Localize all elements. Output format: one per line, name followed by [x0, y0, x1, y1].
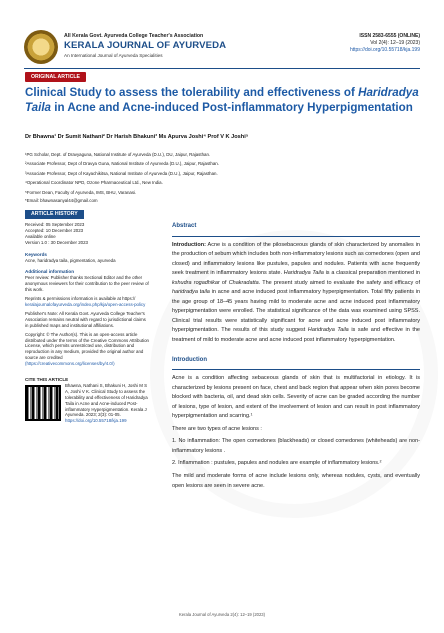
- journal-logo: [24, 30, 58, 64]
- author-list: Dr Bhawna¹ Dr Sumit Nathani² Dr Harish Bhakuni³ Ms Apurva Joshi⁴ Prof V K Joshi⁵: [25, 134, 249, 140]
- keywords-heading: Keywords: [25, 251, 47, 257]
- affiliation-4: ⁴Operational Coordinator NPD, Ozone Pharmaceutical Ltd., New India.: [25, 180, 163, 186]
- abstract-italic-5: Haridradya Taila: [307, 327, 349, 334]
- journal-name: KERALA JOURNAL OF AYURVEDA: [64, 40, 227, 51]
- doi-link[interactable]: https://doi.org/10.55718/kja.199: [349, 47, 420, 54]
- title-part-2: in Acne and Acne-induced Post-inflammatory Hyperpigmentation: [51, 100, 413, 114]
- abstract-italic-4: haridradya taila: [172, 289, 210, 296]
- intro-paragraph-3: The mild and moderate forms of acne include lesions only, whereas nodules, cysts, and eventually open lesions are seen in severe acne.: [172, 473, 420, 489]
- left-sidebar: [25, 210, 150, 424]
- abstract-text: [172, 241, 420, 346]
- intro-paragraph-1: Acne is a condition affecting sebaceous glands of skin that is multifactorial in etiology. It is characterized by lesions present on face, chest and back region that appear when skin pores become blocked with bacteria, oil, and dead skin cells. Severity of acne can be graded according the number of lesions, type of lesion, and extent of the involvement of lesion and can result in post inflammatory hyperpigmentation and scarring.¹: [172, 375, 420, 420]
- abstract-italic-3: Chakradatta: [228, 279, 259, 286]
- citation-text: Bhawna, Nathani S, Bhakuni H, Joshi M S A, Joshi V K. Clinical Study to assess the tolerability and effectiveness of Haridradya Taila in Acne and Acne-induced Post-inflammatory Hyperpigmentation. Kerala J Ayurveda. 2023; 2(3): 01-05.: [65, 382, 148, 418]
- abstract-heading: Abstract: [172, 223, 197, 229]
- cite-block: [25, 383, 150, 424]
- title-italic: Haridradya Taila: [25, 86, 419, 114]
- article-history-heading: ARTICLE HISTORY: [25, 210, 84, 219]
- affiliation-2: ²Associate Professor, Dept of Dravya Guna, National Institute of Ayurveda (D.U.), Jaipur, Rajasthan.: [25, 161, 219, 167]
- abstract-seg-3: of: [219, 279, 229, 286]
- lesion-type-2: 2. Inflammation : pustules, papules and nodules are example of inflammatory lesions.²: [172, 460, 382, 467]
- lesion-type-1: 1. No inflammation: The open comedones (blackheads) or closed comedones (whiteheads) are non- inflammatory lesions .: [172, 438, 420, 454]
- available-online: Available online: [25, 233, 56, 239]
- license-link[interactable]: (https://creativecommons.org/licenses/by/4.0/): [25, 361, 115, 367]
- qr-code-icon: [25, 385, 61, 421]
- affiliation-1: ¹PG Scholar, Dept. of Dravyaguna, National Institute of Ayurveda (D.U.), DU, Jaipur, Rajasthan.: [25, 152, 211, 157]
- version-info: Version 1.0 : 30 December 2023: [25, 239, 88, 245]
- title-part-1: Clinical Study to assess the tolerability and effectiveness of: [25, 86, 359, 99]
- publisher-note: Publisher's Note: All Kerala Govt. Ayurveda College Teacher's Association remains neutral with regard to jurisdictional claims in published maps and institutional affiliations.: [25, 310, 146, 328]
- corresponding-email[interactable]: *Email: bhawnasanyal44@gmail.com: [25, 198, 98, 203]
- affiliation-5: ⁵Former Dean, Faculty of Ayurveda, IMS, BHU, Varanasi.: [25, 189, 137, 195]
- copyright-note: [25, 332, 150, 367]
- keywords: Acne, haridradya taila, pigmentation, ayurveda: [25, 257, 116, 263]
- cite-heading: CITE THIS ARTICLE: [25, 377, 69, 383]
- affiliation-3: ³Associate Professor, Dept of Kayachikitsa, National Institute of Ayurveda (D.U.), Jaipur, Rajasthan.: [25, 170, 218, 176]
- copyright-text: Copyright: © The Author(s). This is an open-access article distributed under the terms of the Creative Commons Attribution License, which permits unrestricted use, distribution and reproduction in any medium, provided the original author and source are credited: [25, 331, 149, 361]
- received-date: Received: 05 September 2023: [25, 222, 85, 227]
- introduction-heading: Introduction: [172, 356, 207, 363]
- abstract-seg-6: is safe and effective in the treatment of mild to moderate acne and acne induced post inflammatory hyperpigmentation.: [172, 327, 420, 344]
- abstract-seg-5: in acne and acne induced post inflammatory hyperpigmentation. Total fifty patients in the age group of 18–45 years having mild to moderate acne and acne induced post inflammatory hyperpigmentation were enrolled. The statistical significance of the data was examined using SPSS. Clinical trial results were statistically significant for acne and acne induced post inflammatory hyperpigmentation. The results of this study suggest: [172, 289, 421, 334]
- citation-doi-link[interactable]: https://doi.org/10.55718/kja.199: [65, 418, 127, 424]
- volume-info: Vol 2(4): 12–19 (2023): [370, 40, 420, 47]
- page-footer: Kerala Journal of Ayurveda 2(4): 12–19 (2023): [178, 612, 266, 617]
- journal-meta: [350, 33, 420, 55]
- accepted-date: Accepted: 10 December 2023: [25, 227, 84, 233]
- abstract-intro-label: Introduction:: [172, 241, 206, 248]
- abstract-italic-2: kshudra rogadhikar: [172, 279, 220, 286]
- abstract-divider: [172, 236, 420, 237]
- reprints-text: Reprints & permissions information is available at https://: [25, 296, 136, 302]
- reprints-note: [25, 296, 150, 308]
- peer-review-note: Peer review: Publisher thanks Sectional Editor and the other anonymous reviewers for their contribution to the peer review of this work.: [25, 275, 149, 293]
- journal-tagline: An International Journal of Ayurveda Specialities: [64, 53, 163, 58]
- intro-paragraph-2: There are two types of acne lesions :: [172, 425, 262, 432]
- affiliations: [25, 150, 419, 197]
- reprints-link[interactable]: keralajournalofayurveda.org/index.php/kja/open-access-policy: [25, 301, 146, 307]
- abstract-seg-1: Acne is a condition of the pilosebaceous glands of skin characterized by anomalies in the production of sebum which includes both non-inflammatory lesions such as comedones (open and closed) and inflammatory lesions like pustules, papules and nodules. Patients with acne frequently seek treatment in inflammatory lesions state.: [172, 241, 420, 277]
- abstract-seg-4: . The present study aimed to evaluate the safety and efficacy of: [258, 279, 420, 286]
- association-name: All Kerala Govt. Ayurveda College Teacher's Association: [64, 33, 204, 39]
- main-content: [172, 222, 420, 491]
- additional-info-heading: Additional information: [25, 269, 74, 275]
- abstract-italic-1: Haridradya Taila: [283, 270, 324, 277]
- abstract-seg-2: is a classical preparation mentioned in: [323, 270, 420, 277]
- article-type-badge: ORIGINAL ARTICLE: [25, 72, 86, 82]
- article-title: [25, 86, 419, 115]
- introduction-divider: [172, 369, 420, 370]
- issn: ISSN 2583-6555 (ONLINE): [359, 33, 420, 39]
- header-divider: [24, 68, 420, 69]
